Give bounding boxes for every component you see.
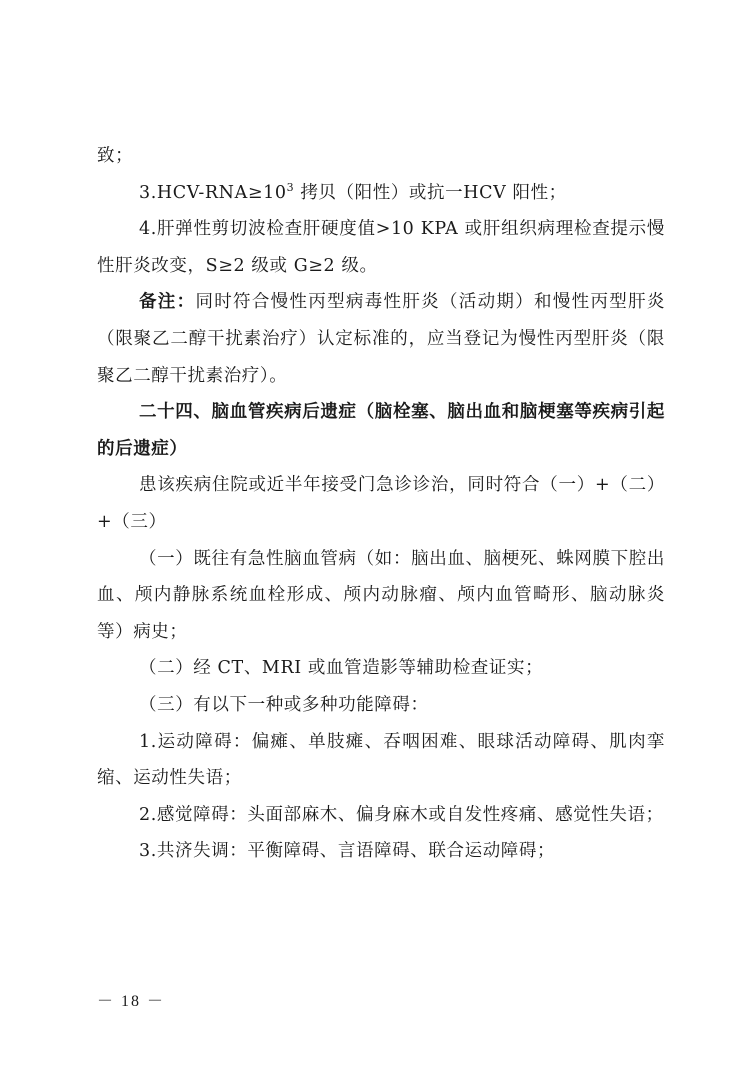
item-motor-disorder: 1.运动障碍：偏瘫、单肢瘫、吞咽困难、眼球活动障碍、肌肉挛缩、运动性失语； bbox=[97, 731, 665, 789]
paragraph-hcv-rna bbox=[97, 175, 665, 212]
note-text: 同时符合慢性丙型病毒性肝炎（活动期）和慢性丙型肝炎（限聚乙二醇干扰素治疗）认定标准的，应当登记为慢性丙型肝炎（限聚乙二醇干扰素治疗）。 bbox=[97, 292, 665, 386]
paragraph-liver-elasticity: 4.肝弹性剪切波检查肝硬度值>10 KPA 或肝组织病理检查提示慢性肝炎改变，S≥2 级或 G≥2 级。 bbox=[97, 219, 665, 276]
paragraph-note bbox=[97, 284, 665, 394]
criterion-two: （二）经 CT、MRI 或血管造影等辅助检查证实； bbox=[139, 658, 544, 679]
hcv-rna-text-rest: 拷贝（阳性）或抗一HCV 阳性； bbox=[294, 182, 567, 203]
document-body bbox=[97, 138, 665, 870]
paragraph-continuation: 致； bbox=[97, 146, 134, 166]
criterion-three: （三）有以下一种或多种功能障碍： bbox=[139, 694, 429, 715]
item-sensory-disorder: 2.感觉障碍：头面部麻木、偏身麻木或自发性疼痛、感觉性失语； bbox=[139, 804, 664, 825]
section-heading: 二十四、脑血管疾病后遗症（脑栓塞、脑出血和脑梗塞等疾病引起的后遗症） bbox=[97, 402, 665, 459]
note-label: 备注： bbox=[139, 292, 196, 313]
page-number: － 18 － bbox=[97, 993, 166, 1010]
item-ataxia: 3.共济失调：平衡障碍、言语障碍、联合运动障碍； bbox=[139, 841, 556, 862]
paragraph-criteria-intro: 患该疾病住院或近半年接受门急诊诊治，同时符合（一）+（二）+（三） bbox=[97, 475, 665, 532]
hcv-rna-text: 3.HCV-RNA≥10 bbox=[139, 182, 287, 203]
criterion-one: （一）既往有急性脑血管病（如：脑出血、脑梗死、蛛网膜下腔出血、颅内静脉系统血栓形成、颅内动脉瘤、颅内血管畸形、脑动脉炎等）病史； bbox=[97, 548, 665, 642]
exponent: 3 bbox=[286, 180, 295, 194]
